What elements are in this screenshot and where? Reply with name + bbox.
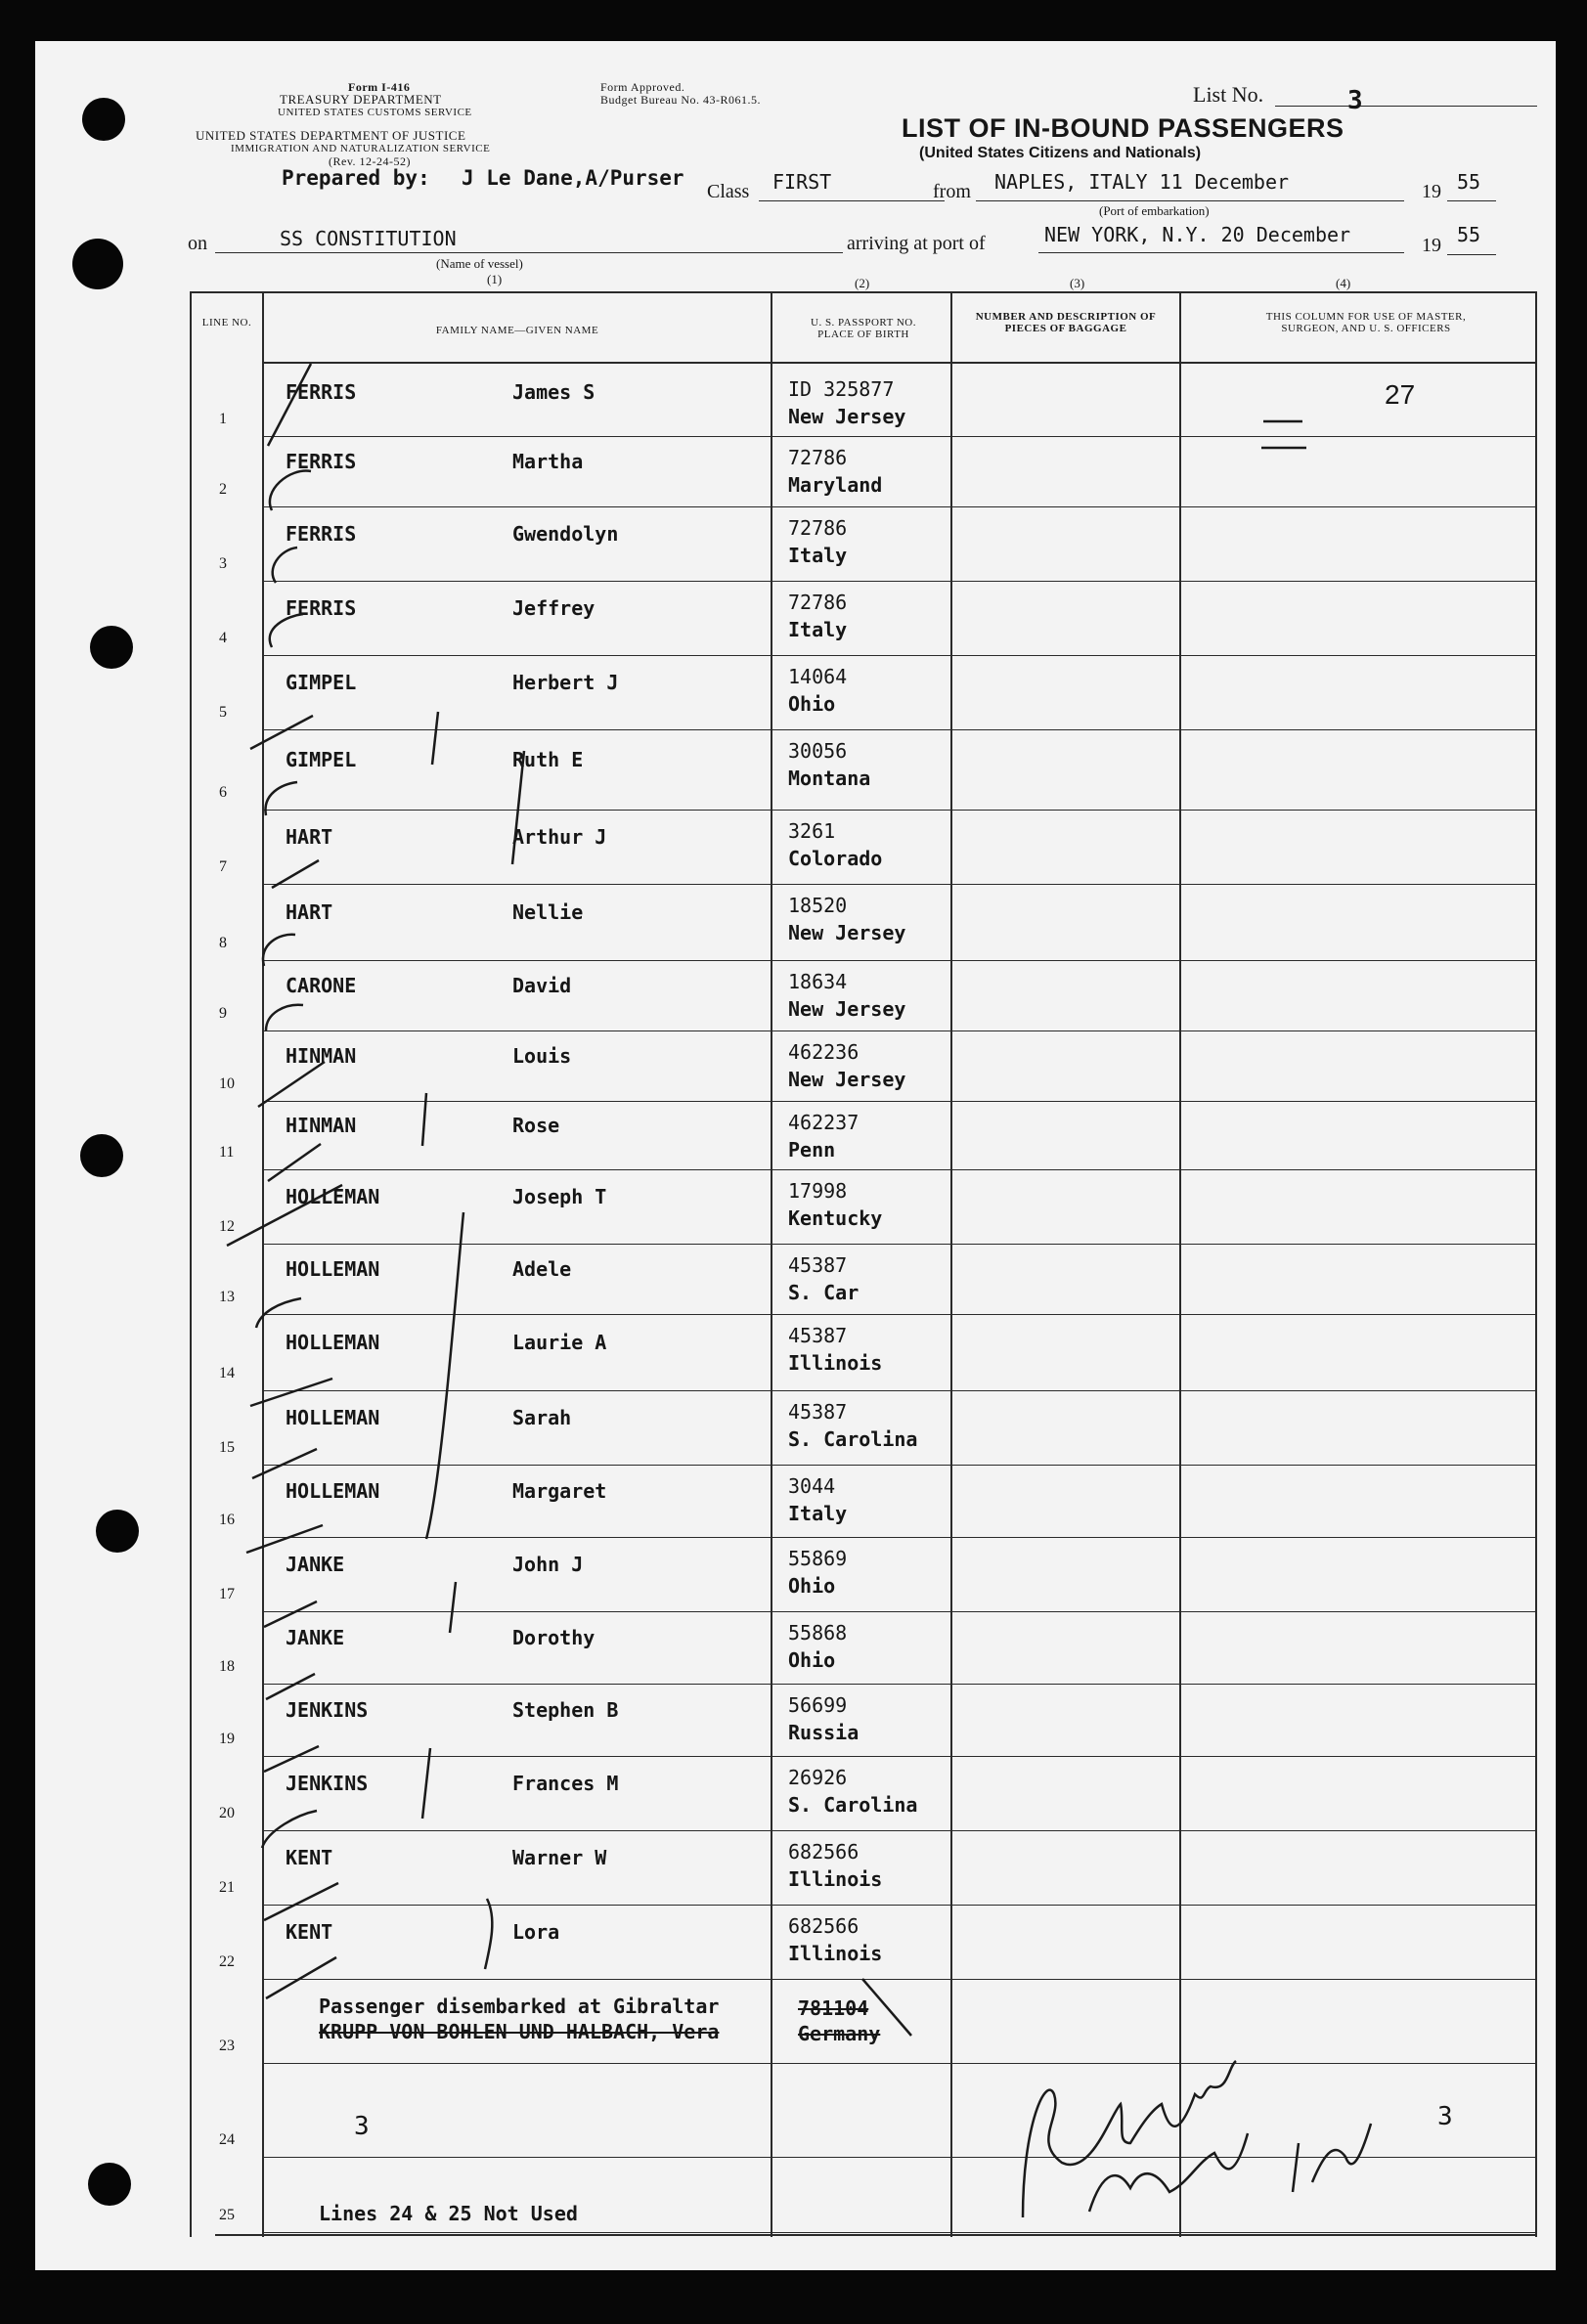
place-of-birth: Ohio bbox=[788, 692, 836, 716]
given-name: Gwendolyn bbox=[512, 522, 619, 546]
column-2-number: (2) bbox=[855, 276, 870, 290]
from-year-prefix: 19 bbox=[1422, 181, 1441, 202]
struck-passenger-name: KRUPP VON BOHLEN UND HALBACH, Vera bbox=[319, 2020, 720, 2043]
handwritten-marks bbox=[35, 41, 1556, 2270]
on-label: on bbox=[188, 233, 207, 254]
line-number: 7 bbox=[219, 858, 227, 875]
struck-passport-number: 781104 bbox=[798, 1996, 869, 2020]
class-label: Class bbox=[707, 181, 750, 202]
list-number-label: List No. bbox=[1193, 82, 1264, 107]
passport-number: 45387 bbox=[788, 1400, 848, 1424]
given-name: Herbert J bbox=[512, 671, 619, 694]
passport-number: 45387 bbox=[788, 1253, 848, 1277]
family-name: HART bbox=[286, 825, 333, 849]
line-number: 1 bbox=[219, 411, 227, 427]
line-24-count: 3 bbox=[354, 2112, 370, 2141]
binder-hole bbox=[80, 1134, 123, 1177]
passport-number: 3261 bbox=[788, 819, 836, 843]
binder-hole bbox=[72, 239, 123, 289]
place-of-birth: Colorado bbox=[788, 847, 883, 870]
given-name: Nellie bbox=[512, 900, 584, 924]
place-of-birth: S. Carolina bbox=[788, 1427, 918, 1451]
binder-hole bbox=[88, 2163, 131, 2206]
family-name: HINMAN bbox=[286, 1114, 357, 1137]
family-name: HINMAN bbox=[286, 1044, 357, 1068]
passport-number: 18634 bbox=[788, 970, 848, 993]
column-1-number: (1) bbox=[487, 272, 503, 286]
officer-entry: 27 bbox=[1385, 379, 1416, 410]
place-of-birth: Ohio bbox=[788, 1574, 836, 1598]
given-name: Joseph T bbox=[512, 1185, 607, 1208]
family-name: JANKE bbox=[286, 1626, 345, 1649]
passport-number: 72786 bbox=[788, 591, 848, 614]
vessel-value: SS CONSTITUTION bbox=[280, 227, 457, 250]
place-of-birth: S. Car bbox=[788, 1281, 860, 1304]
form-number: Form I-416 bbox=[348, 80, 411, 94]
line-number: 4 bbox=[219, 630, 227, 646]
place-of-birth: New Jersey bbox=[788, 921, 906, 944]
passport-number: ID 325877 bbox=[788, 377, 895, 401]
family-name: FERRIS bbox=[286, 450, 357, 473]
unused-lines-note: Lines 24 & 25 Not Used bbox=[319, 2202, 578, 2225]
arriving-label: arriving at port of bbox=[847, 233, 986, 254]
arrival-year-prefix: 19 bbox=[1422, 235, 1441, 256]
passport-number: 462236 bbox=[788, 1040, 860, 1064]
class-value: FIRST bbox=[772, 170, 832, 194]
given-name: John J bbox=[512, 1553, 584, 1576]
embarkation-value: NAPLES, ITALY 11 December bbox=[994, 170, 1290, 194]
family-name: KENT bbox=[286, 1920, 333, 1944]
binder-hole bbox=[82, 98, 125, 141]
line-number: 8 bbox=[219, 935, 227, 951]
family-name: HOLLEMAN bbox=[286, 1479, 380, 1503]
from-label: from bbox=[933, 181, 971, 202]
place-of-birth: New Jersey bbox=[788, 405, 906, 428]
place-of-birth: Ohio bbox=[788, 1648, 836, 1672]
family-name: FERRIS bbox=[286, 596, 357, 620]
line-number: 16 bbox=[219, 1512, 235, 1528]
given-name: Laurie A bbox=[512, 1331, 607, 1354]
place-of-birth: Montana bbox=[788, 767, 871, 790]
disembarked-note: Passenger disembarked at Gibraltar bbox=[319, 1995, 720, 2018]
place-of-birth: Illinois bbox=[788, 1351, 883, 1375]
line-number: 25 bbox=[219, 2207, 235, 2223]
place-of-birth: Russia bbox=[788, 1721, 860, 1744]
arrival-year-value: 55 bbox=[1457, 223, 1481, 246]
place-of-birth: Kentucky bbox=[788, 1206, 883, 1230]
line-number: 22 bbox=[219, 1953, 235, 1970]
place-of-birth: New Jersey bbox=[788, 1068, 906, 1091]
line-number: 20 bbox=[219, 1805, 235, 1821]
given-name: David bbox=[512, 974, 572, 997]
from-year-value: 55 bbox=[1457, 170, 1481, 194]
binder-hole bbox=[90, 626, 133, 669]
passport-number: 72786 bbox=[788, 516, 848, 540]
family-name: FERRIS bbox=[286, 380, 357, 404]
budget-bureau: Budget Bureau No. 43-R061.5. bbox=[600, 93, 761, 107]
line-number: 6 bbox=[219, 784, 227, 801]
line-number: 15 bbox=[219, 1439, 235, 1456]
family-name: JANKE bbox=[286, 1553, 345, 1576]
family-name: FERRIS bbox=[286, 522, 357, 546]
family-name: CARONE bbox=[286, 974, 357, 997]
passport-number: 682566 bbox=[788, 1914, 860, 1938]
passport-number: 462237 bbox=[788, 1111, 860, 1134]
port-embarkation-caption: (Port of embarkation) bbox=[1099, 203, 1210, 218]
family-name: KENT bbox=[286, 1846, 333, 1869]
customs-service: UNITED STATES CUSTOMS SERVICE bbox=[278, 107, 472, 118]
given-name: Louis bbox=[512, 1044, 572, 1068]
line-number: 24 bbox=[219, 2131, 235, 2148]
place-of-birth: Penn bbox=[788, 1138, 836, 1162]
passport-number: 55868 bbox=[788, 1621, 848, 1644]
given-name: Frances M bbox=[512, 1772, 619, 1795]
line-number: 12 bbox=[219, 1218, 235, 1235]
given-name: Rose bbox=[512, 1114, 560, 1137]
form-approved: Form Approved. bbox=[600, 80, 685, 94]
given-name: Ruth E bbox=[512, 748, 584, 771]
family-name: JENKINS bbox=[286, 1772, 369, 1795]
given-name: Sarah bbox=[512, 1406, 572, 1429]
column-4-number: (4) bbox=[1336, 276, 1351, 290]
column-3-number: (3) bbox=[1070, 276, 1085, 290]
given-name: Stephen B bbox=[512, 1698, 619, 1722]
prepared-label: Prepared by: bbox=[282, 166, 430, 190]
passport-number: 17998 bbox=[788, 1179, 848, 1203]
officers-header: THIS COLUMN FOR USE OF MASTER, SURGEON, AND U. S. OFFICERS bbox=[1265, 311, 1467, 334]
place-of-birth: Italy bbox=[788, 618, 848, 641]
family-name: JENKINS bbox=[286, 1698, 369, 1722]
line-number: 9 bbox=[219, 1005, 227, 1022]
line-number: 11 bbox=[219, 1144, 235, 1161]
line-number-header: LINE NO. bbox=[201, 317, 252, 329]
document-subtitle: (United States Citizens and Nationals) bbox=[919, 145, 1202, 161]
family-name: HART bbox=[286, 900, 333, 924]
passport-number: 26926 bbox=[788, 1766, 848, 1789]
place-of-birth: Illinois bbox=[788, 1867, 883, 1891]
family-name: HOLLEMAN bbox=[286, 1406, 380, 1429]
struck-birthplace: Germany bbox=[798, 2022, 881, 2045]
family-name: GIMPEL bbox=[286, 671, 357, 694]
given-name: Arthur J bbox=[512, 825, 607, 849]
family-name: HOLLEMAN bbox=[286, 1257, 380, 1281]
page-count: 3 bbox=[1437, 2102, 1453, 2131]
immigration-service: IMMIGRATION AND NATURALIZATION SERVICE bbox=[231, 143, 491, 154]
line-number: 14 bbox=[219, 1365, 235, 1381]
line-number: 13 bbox=[219, 1289, 235, 1305]
name-header: FAMILY NAME—GIVEN NAME bbox=[435, 325, 599, 336]
vessel-caption: (Name of vessel) bbox=[436, 256, 523, 271]
passport-number: 30056 bbox=[788, 739, 848, 763]
line-number: 18 bbox=[219, 1658, 235, 1675]
line-number: 21 bbox=[219, 1879, 235, 1896]
form-page bbox=[35, 41, 1556, 2270]
line-number: 23 bbox=[219, 2038, 235, 2054]
passport-header: U. S. PASSPORT NO. PLACE OF BIRTH bbox=[811, 317, 916, 340]
place-of-birth: S. Carolina bbox=[788, 1793, 918, 1817]
given-name: Martha bbox=[512, 450, 584, 473]
arrival-value: NEW YORK, N.Y. 20 December bbox=[1044, 223, 1351, 246]
passport-number: 14064 bbox=[788, 665, 848, 688]
passport-number: 18520 bbox=[788, 894, 848, 917]
line-number: 19 bbox=[219, 1731, 235, 1747]
given-name: Jeffrey bbox=[512, 596, 595, 620]
family-name: GIMPEL bbox=[286, 748, 357, 771]
given-name: Adele bbox=[512, 1257, 572, 1281]
document-title: LIST OF IN-BOUND PASSENGERS bbox=[902, 113, 1345, 143]
binder-hole bbox=[96, 1510, 139, 1553]
baggage-header: NUMBER AND DESCRIPTION OF PIECES OF BAGGAGE bbox=[975, 311, 1157, 334]
given-name: Lora bbox=[512, 1920, 560, 1944]
line-number: 3 bbox=[219, 555, 227, 572]
passport-number: 3044 bbox=[788, 1474, 836, 1498]
justice-department: UNITED STATES DEPARTMENT OF JUSTICE bbox=[196, 128, 466, 143]
place-of-birth: Italy bbox=[788, 1502, 848, 1525]
passport-number: 72786 bbox=[788, 446, 848, 469]
form-revision: (Rev. 12-24-52) bbox=[329, 154, 412, 168]
line-number: 10 bbox=[219, 1075, 235, 1092]
passport-number: 682566 bbox=[788, 1840, 860, 1864]
line-number: 17 bbox=[219, 1586, 235, 1602]
place-of-birth: Illinois bbox=[788, 1942, 883, 1965]
family-name: HOLLEMAN bbox=[286, 1185, 380, 1208]
given-name: James S bbox=[512, 380, 595, 404]
given-name: Dorothy bbox=[512, 1626, 595, 1649]
list-number-value: 3 bbox=[1347, 86, 1363, 115]
passport-number: 45387 bbox=[788, 1324, 848, 1347]
place-of-birth: Italy bbox=[788, 544, 848, 567]
place-of-birth: Maryland bbox=[788, 473, 883, 497]
prepared-by-value: J Le Dane,A/Purser bbox=[462, 166, 684, 190]
given-name: Margaret bbox=[512, 1479, 607, 1503]
line-number: 5 bbox=[219, 704, 227, 721]
passport-number: 56699 bbox=[788, 1693, 848, 1717]
treasury-department: TREASURY DEPARTMENT bbox=[280, 92, 442, 107]
passport-number: 55869 bbox=[788, 1547, 848, 1570]
line-number: 2 bbox=[219, 481, 227, 498]
given-name: Warner W bbox=[512, 1846, 607, 1869]
place-of-birth: New Jersey bbox=[788, 997, 906, 1021]
family-name: HOLLEMAN bbox=[286, 1331, 380, 1354]
